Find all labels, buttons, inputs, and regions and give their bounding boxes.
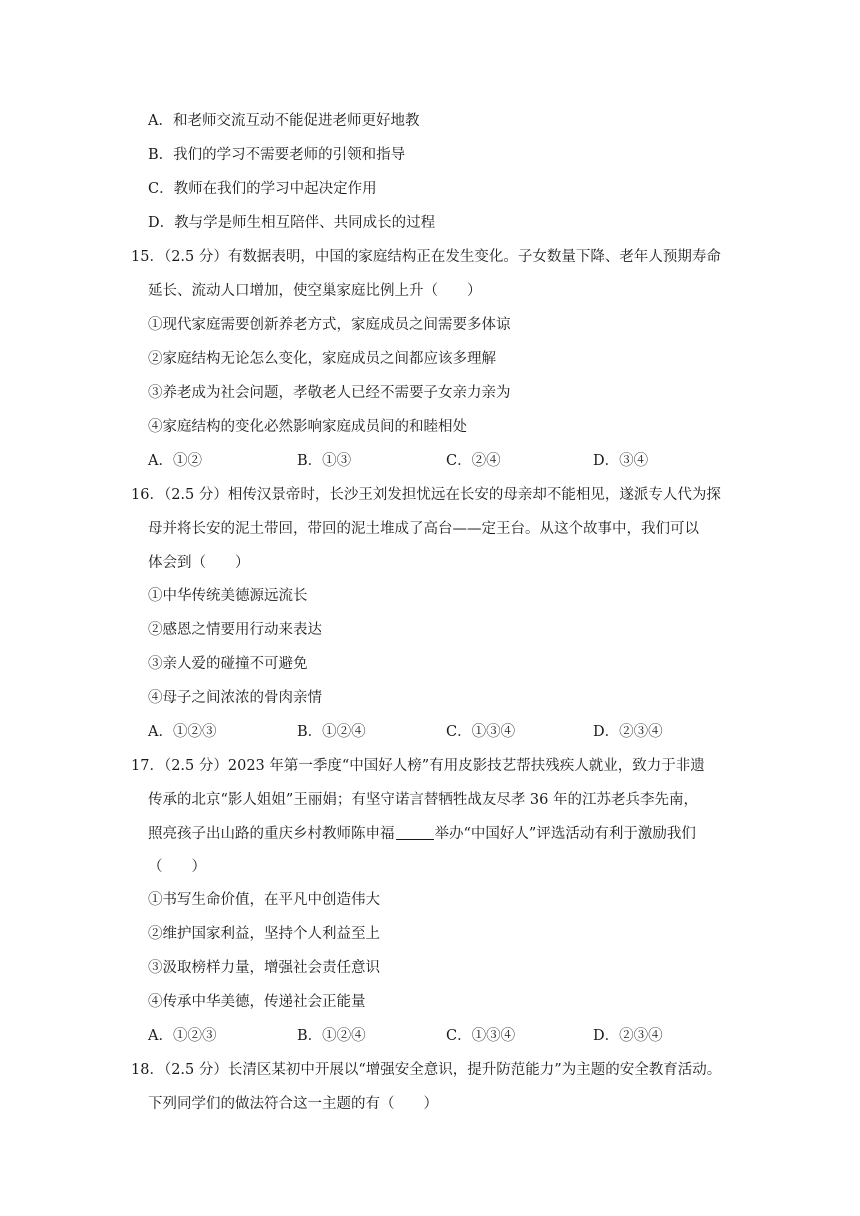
q16-stem-line-1: 16．（2.5 分）相传汉景帝时，长沙王刘发担忧远在长安的母亲却不能相见，遂派专人代为探: [131, 487, 721, 503]
q17-line-3-before-blank: 照亮孩子出山路的重庆乡村教师陈申福: [148, 826, 395, 842]
q16-choice-c: C．①③④: [446, 724, 516, 740]
q15-statement-3: ③养老成为社会问题，孝敬老人已经不需要子女亲力亲为: [148, 385, 511, 401]
q18-stem-line-2: 下列同学们的做法符合这一主题的有（ ）: [148, 1096, 438, 1112]
q17-statement-4: ④传承中华美德，传递社会正能量: [148, 994, 366, 1010]
q15-stem-line-2: 延长、流动人口增加，使空巢家庭比例上升（ ）: [148, 283, 482, 299]
q15-statement-4: ④家庭结构的变化必然影响家庭成员间的和睦相处: [148, 419, 467, 435]
q17-choice-a: A．①②③: [148, 1028, 217, 1044]
q15-stem-line-1: 15．（2.5 分）有数据表明，中国的家庭结构正在发生变化。子女数量下降、老年人预期寿命: [131, 249, 721, 265]
q14-option-d: D．教与学是师生相互陪伴、共同成长的过程: [148, 215, 436, 231]
q15-choice-d: D．③④: [593, 453, 649, 469]
q14-option-a: A．和老师交流互动不能促进老师更好地教: [148, 113, 420, 129]
q16-stem-line-2: 母并将长安的泥土带回，带回的泥土堆成了高台——定王台。从这个故事中，我们可以: [148, 521, 699, 537]
q17-choice-b: B．①②④: [297, 1028, 366, 1044]
q15-choice-b: B．①③: [297, 453, 352, 469]
q17-stem-line-4: （ ）: [148, 859, 206, 875]
q15-choice-a: A．①②: [148, 453, 202, 469]
q15-choice-c: C．②④: [446, 453, 501, 469]
q17-line-3-after-blank: 举办“中国好人”评选活动有利于激励我们: [434, 826, 696, 842]
q18-stem-line-1: 18．（2.5 分）长清区某初中开展以“增强安全意识，提升防范能力”为主题的安全教育活动。: [131, 1062, 722, 1078]
q14-option-c: C．教师在我们的学习中起决定作用: [148, 181, 377, 197]
q15-statement-2: ②家庭结构无论怎么变化，家庭成员之间都应该多理解: [148, 351, 496, 367]
q16-choice-d: D．②③④: [593, 724, 663, 740]
q15-statement-1: ①现代家庭需要创新养老方式，家庭成员之间需要多体谅: [148, 317, 511, 333]
q17-stem-line-3: [148, 824, 696, 844]
q16-choice-a: A．①②③: [148, 724, 217, 740]
q17-choice-d: D．②③④: [593, 1028, 663, 1044]
q16-statement-3: ③亲人爱的碰撞不可避免: [148, 656, 308, 672]
q16-stem-line-3: 体会到（ ）: [148, 555, 250, 571]
q17-statement-3: ③汲取榜样力量，增强社会责任意识: [148, 960, 380, 976]
q14-option-b: B．我们的学习不需要老师的引领和指导: [148, 147, 406, 163]
q17-blank: [396, 825, 434, 840]
q16-statement-4: ④母子之间浓浓的骨肉亲情: [148, 690, 322, 706]
q17-choice-c: C．①③④: [446, 1028, 516, 1044]
q16-statement-2: ②感恩之情要用行动来表达: [148, 622, 322, 638]
q17-stem-line-1: 17．（2.5 分）2023 年第一季度“中国好人榜”有用皮影技艺帮扶残疾人就业，致力于非遗: [131, 758, 705, 774]
q17-stem-line-2: 传承的北京“影人姐姐”王丽娟；有坚守诺言替牺牲战友尽孝 36 年的江苏老兵李先南，: [148, 792, 698, 808]
q17-statement-1: ①书写生命价值，在平凡中创造伟大: [148, 892, 380, 908]
q16-statement-1: ①中华传统美德源远流长: [148, 588, 308, 604]
q17-statement-2: ②维护国家利益，坚持个人利益至上: [148, 926, 380, 942]
q16-choice-b: B．①②④: [297, 724, 366, 740]
